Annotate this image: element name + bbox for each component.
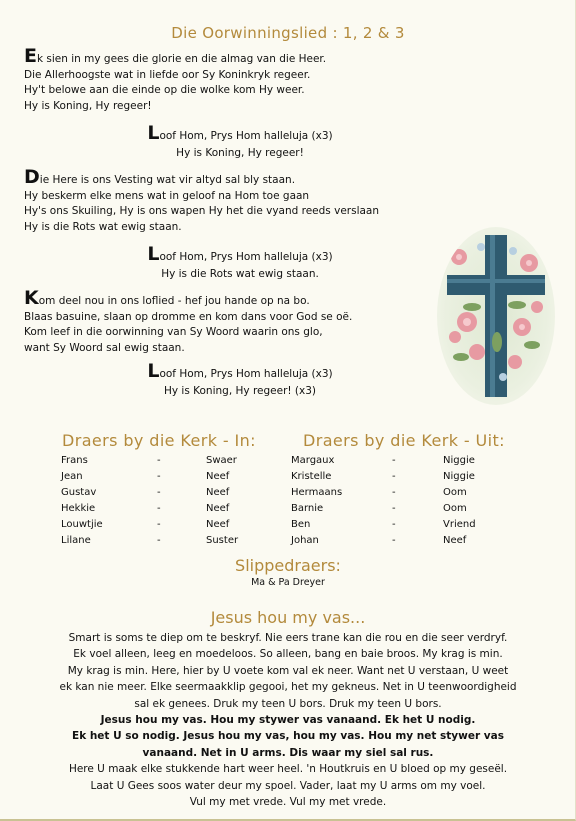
bearer-dash: - [392, 503, 396, 514]
hymn-chorus-line: Jesus hou my vas. Hou my stywer vas vanaand. Ek het U nodig. [100, 714, 476, 727]
chorus-line: Hy is die Rots wat ewig staan. [161, 267, 319, 280]
bearer-relation: Neef [443, 535, 467, 546]
bearer-relation: Neef [206, 471, 230, 482]
jesus-hymn-text [0, 630, 576, 810]
chorus-initial: L [147, 122, 160, 144]
hymn-line: ek kan nie meer. Elke seermaakklip gegooi, het my gekneus. Net in U teenwoordigheid [59, 681, 517, 694]
bearer-name: Hermaans [291, 487, 343, 498]
verse-line: om deel nou in ons loflied - hef jou hande op na bo. [38, 295, 310, 307]
bearer-dash: - [392, 519, 396, 530]
chorus-line: oof Hom, Prys Hom halleluja (x3) [159, 251, 333, 263]
verse-1 [24, 45, 327, 114]
bearer-dash: - [157, 535, 161, 546]
verse-line: want Sy Woord sal ewig staan. [24, 341, 185, 354]
verse-line: Hy is die Rots wat ewig staan. [24, 220, 182, 233]
verse-line: ie Here is ons Vesting wat vir altyd sal bly staan. [39, 174, 296, 186]
bearer-relation: Neef [206, 487, 230, 498]
hymn-line: Ek voel alleen, leeg en moedeloos. So alleen, bang en baie broos. My krag is min. [73, 648, 503, 661]
slippedraers-names: Ma & Pa Dreyer [251, 577, 325, 588]
verse-line: Hy is Koning, Hy regeer! [24, 99, 152, 112]
cross-illustration [437, 227, 555, 405]
bearer-relation: Oom [443, 487, 467, 498]
chorus-line: Hy is Koning, Hy regeer! [176, 146, 304, 159]
bearer-name: Johan [291, 535, 319, 546]
verse-initial: K [24, 287, 39, 309]
bearer-dash: - [392, 535, 396, 546]
chorus-line: oof Hom, Prys Hom halleluja (x3) [159, 130, 333, 142]
verse-line: Hy't belowe aan die einde op die wolke kom Hy weer. [24, 84, 305, 97]
chorus-2 [100, 243, 380, 282]
bearer-relation: Oom [443, 503, 467, 514]
chorus-line: oof Hom, Prys Hom halleluja (x3) [159, 368, 333, 380]
bearer-relation: Niggie [443, 455, 475, 466]
verse-2 [24, 166, 380, 235]
bearer-dash: - [392, 455, 396, 466]
bearer-dash: - [157, 487, 161, 498]
verse-initial: D [24, 166, 40, 188]
hymn-chorus-line: vanaand. Net in U arms. Dis waar my siel sal rus. [142, 746, 434, 759]
verse-3 [24, 287, 353, 356]
chorus-1 [100, 122, 380, 161]
bearer-name: Barnie [291, 503, 324, 514]
bearer-relation: Suster [206, 535, 239, 546]
cross-with-flowers-icon [437, 227, 555, 405]
bearer-relation: Neef [206, 503, 230, 514]
bearer-dash: - [157, 471, 161, 482]
bearer-dash: - [157, 455, 161, 466]
bearer-name: Hekkie [61, 503, 96, 514]
hymn-line: Laat U Gees soos water deur my spoel. Vader, laat my U arms om my voel. [90, 779, 486, 792]
bearer-dash: - [157, 519, 161, 530]
bearer-relation: Niggie [443, 471, 475, 482]
bearer-name: Louwtjie [61, 519, 103, 530]
verse-line: Hy's ons Skuiling, Hy is ons wapen Hy het die vyand reeds verslaan [24, 205, 380, 218]
verse-initial: E [24, 45, 37, 67]
bearer-name: Jean [61, 471, 83, 482]
bearer-relation: Neef [206, 519, 230, 530]
bearer-name: Ben [291, 519, 311, 530]
bearer-dash: - [392, 487, 396, 498]
bearer-dash: - [392, 471, 396, 482]
hymn-line: sal ek genees. Druk my teen U bors. Druk my teen U bors. [134, 697, 442, 710]
bearer-name: Kristelle [291, 471, 332, 482]
bearer-dash: - [157, 503, 161, 514]
hymn-line: Here U maak elke stukkende hart weer heel. 'n Houtkruis en U bloed op my geseël. [68, 763, 508, 776]
bearer-name: Margaux [291, 455, 335, 466]
hymn-line: Vul my met vrede. Vul my met vrede. [189, 796, 387, 809]
hymn-chorus-line: Ek het U so nodig. Jesus hou my vas, hou my vas. Hou my net stywer vas [72, 730, 504, 743]
bearer-relation: Swaer [206, 455, 237, 466]
chorus-line: Hy is Koning, Hy regeer! (x3) [163, 384, 317, 397]
bearer-name: Lilane [61, 535, 91, 546]
hymn-line: Smart is soms te diep om te beskryf. Nie eers trane kan die rou en die seer verdryf. [68, 632, 508, 644]
bearers-out-heading: Draers by die Kerk - Uit: [303, 431, 505, 450]
bearer-name: Gustav [61, 487, 97, 498]
jesus-heading: Jesus hou my vas... [210, 608, 366, 627]
hymn-line: My krag is min. Here, hier by U voete kom val ek neer. Want net U verstaan, U weet [67, 664, 509, 677]
bearer-name: Frans [61, 455, 88, 466]
verse-line: k sien in my gees die glorie en die almag van die Heer. [36, 53, 327, 65]
chorus-3 [100, 360, 380, 399]
chorus-initial: L [147, 243, 160, 265]
verse-line: Blaas basuine, slaan op dromme en kom dans voor God se oë. [24, 310, 353, 323]
verse-line: Die Allerhoogste wat in liefde oor Sy Koninkryk regeer. [24, 68, 311, 81]
slippedraers-heading: Slippedraers: [235, 556, 341, 575]
verse-line: Kom leef in die oorwinning van Sy Woord waarin ons glo, [24, 326, 323, 339]
bearer-relation: Vriend [443, 519, 476, 530]
chorus-initial: L [147, 360, 160, 382]
song-title: Die Oorwinningslied : 1, 2 & 3 [171, 24, 405, 42]
verse-line: Hy beskerm elke mens wat in geloof na Hom toe gaan [24, 189, 310, 202]
bearers-in-heading: Draers by die Kerk - In: [62, 431, 256, 450]
